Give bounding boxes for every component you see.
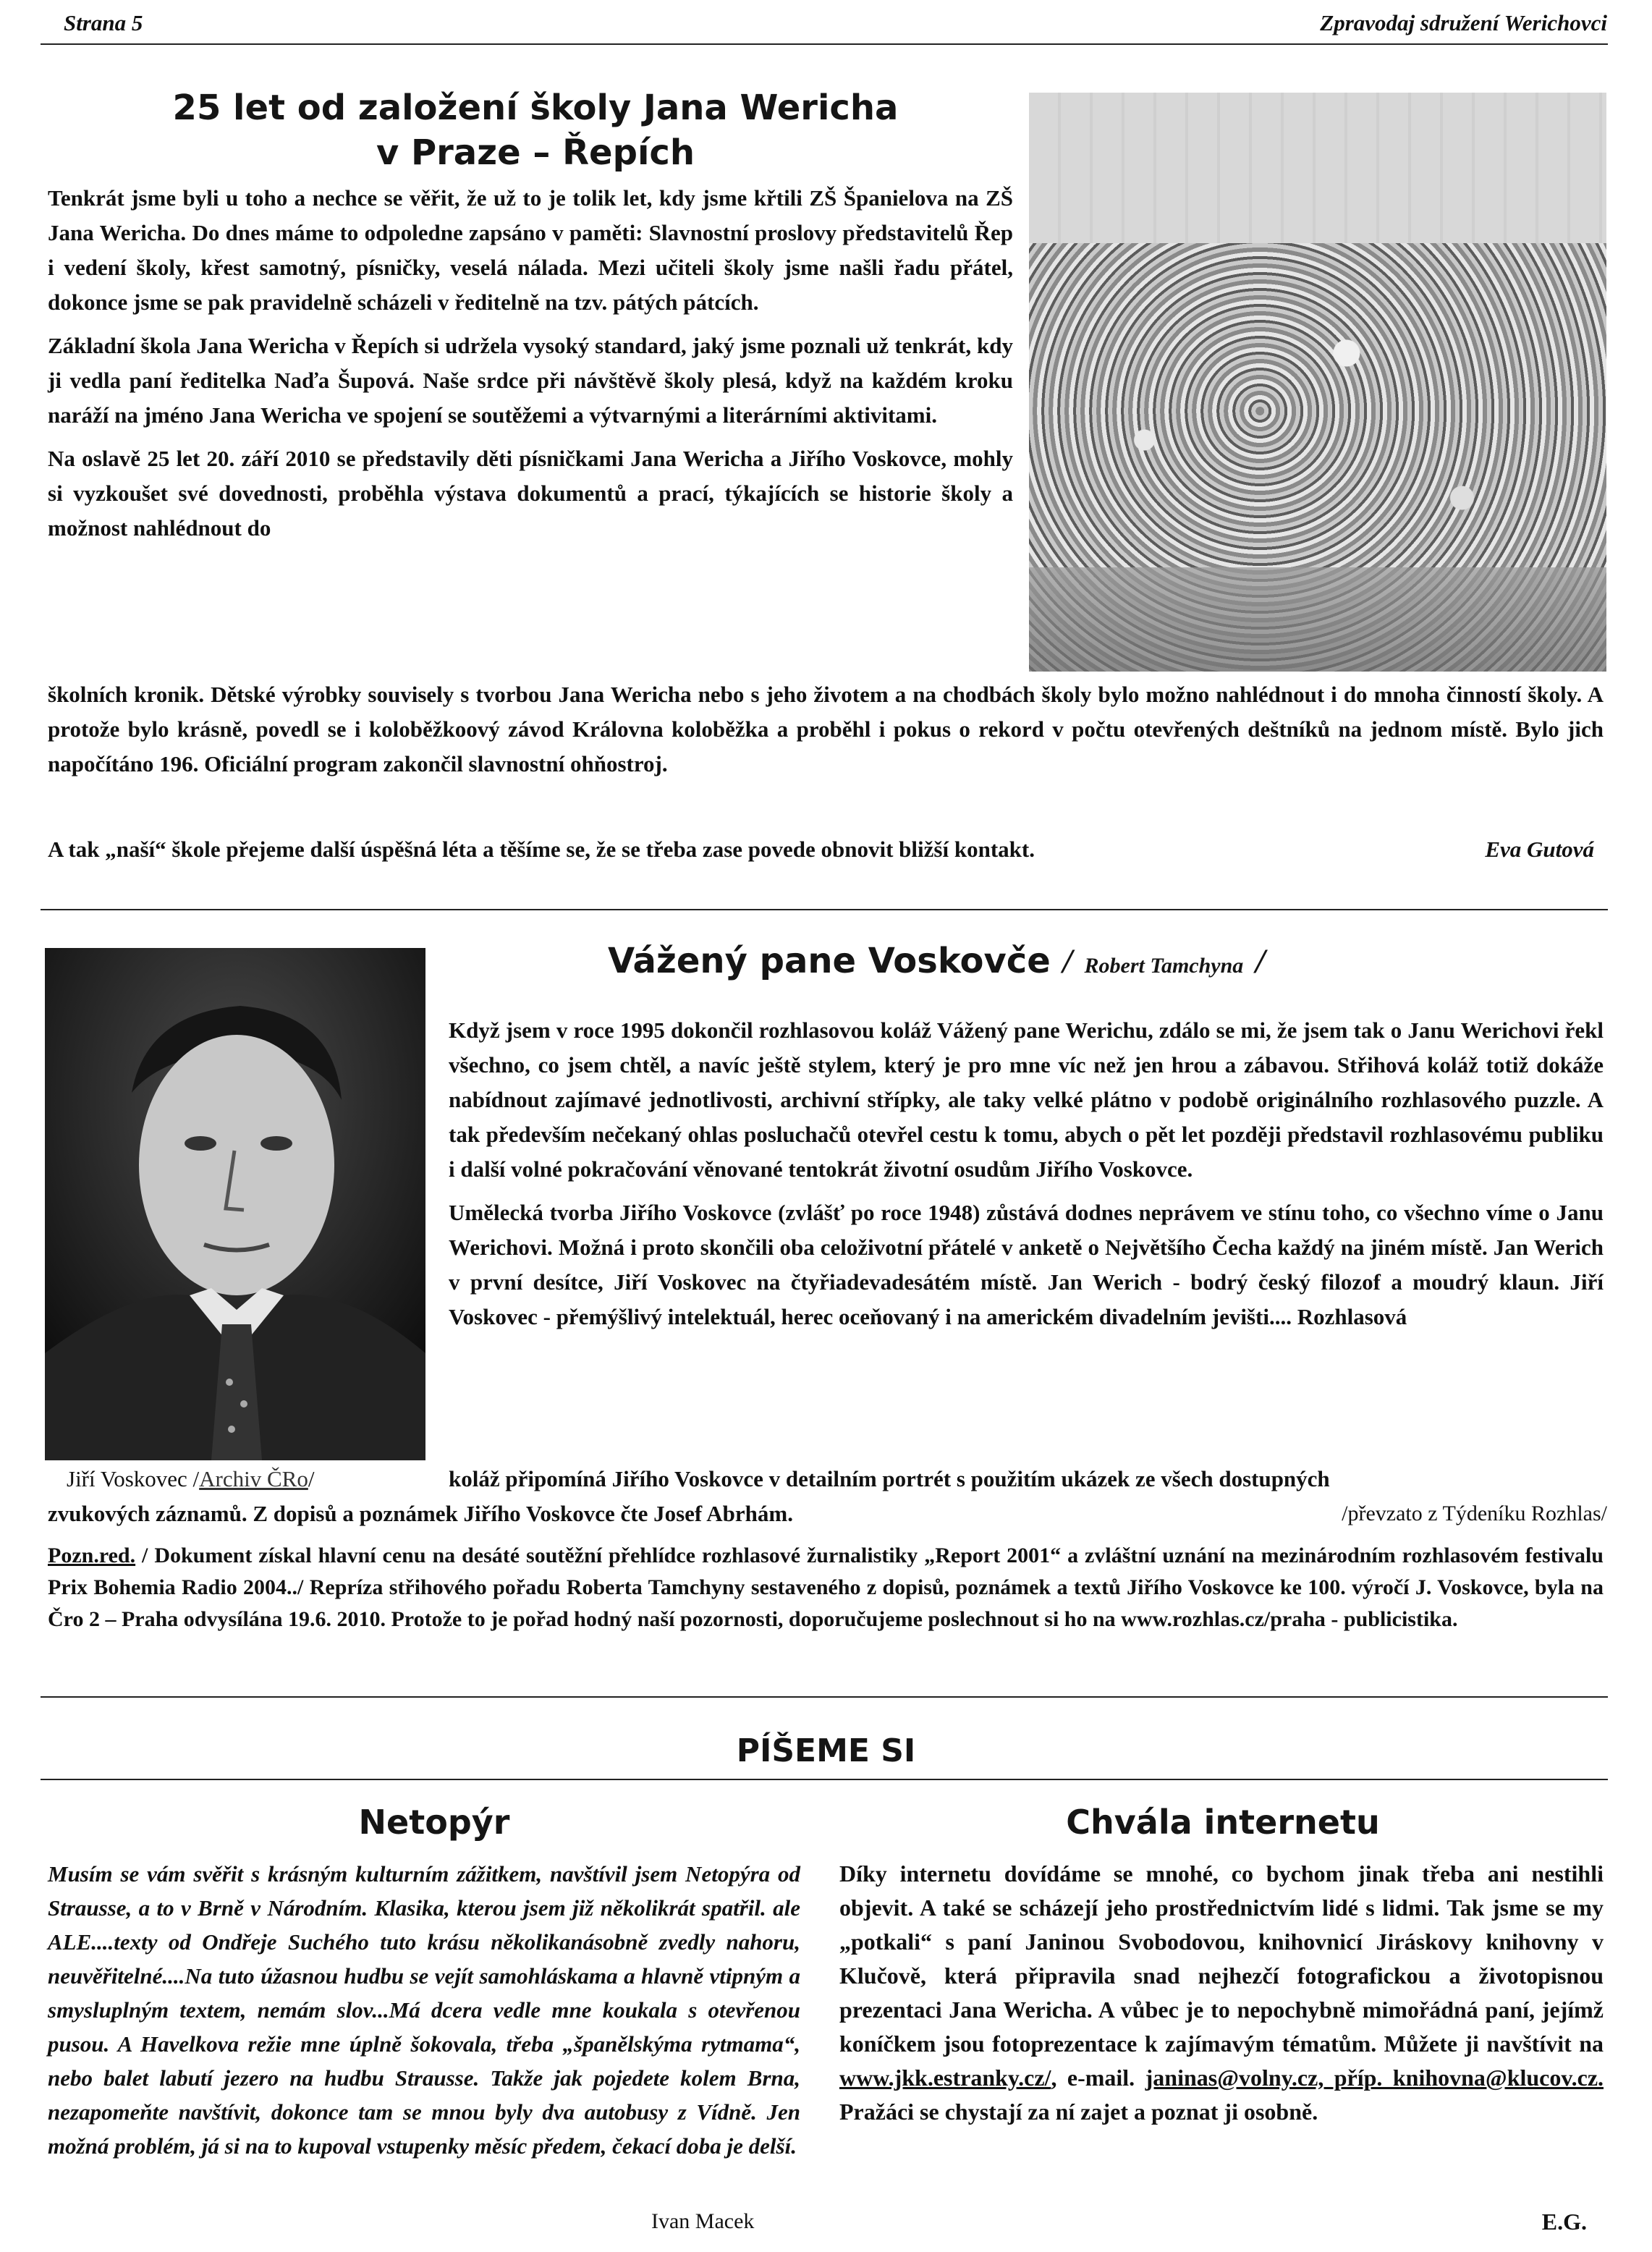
page-number: Strana 5	[64, 10, 143, 35]
publication-name: Zpravodaj sdružení Werichovci	[1320, 10, 1607, 35]
article1-title-line2: v Praze – Řepích	[376, 132, 695, 173]
article2-paragraph-1: Když jsem v roce 1995 dokončil rozhlasovou koláž Vážený pane Werichu, zdálo se mi, že jsem tak o Janu Werichovi řekl všechno, co jsem chtěl, a navíc ještě stylem, který je pro mne víc než jen hrou a zábavou. Střihová koláž totiž dokáže nabídnout zajímavé jednotlivosti, archivní střípky, ale taky velké plátno v podobě originálního rozhlasového puzzle. A tak především nečekaný ohlas posluchačů otevřel cestu k tomu, abych o pět let později představil rozhlasovému publiku i další volné pokračování věnované tentokrát životní osudům Jiřího Voskovce.	[449, 1017, 1604, 1182]
email-link[interactable]: janinas@volny.cz, příp. knihovna@klucov.cz.	[1145, 2065, 1604, 2091]
portrait-illustration	[45, 948, 425, 1460]
article1-author: Eva Gutová	[1485, 837, 1594, 862]
photo-caption-end: /	[308, 1466, 315, 1491]
article2-title-line	[608, 938, 1265, 989]
article2-byline: Robert Tamchyna	[1084, 954, 1244, 978]
netopyr-text: Musím se vám svěřit s krásným kulturním zážitkem, navštívil jsem Netopýra od Strausse, a to v Brně v Národním. Klasika, kterou jsem již několikrát spatřil. ale ALE....texty od Ondřeje Suchého tuto krásu několikanásobně zvedly nahoru, neuvěřitelné....Na tuto úžasnou hudbu se vejít samohláskama a hlavně vtipným a smysluplným textem, nemám slov...Má dcera vedle mne koukala s otevřenou pusou. A Havelkova režie mne úplně šokovala, třeba „španělskýma rytmama“, nebo balet labutí jezero na hudbu Strausse. Takže jak pojedete kolem Brna, nezapomeňte navštívit, dokonce tam se mnou byly dva autobusy z Vídně. Jen možná problém, já si na to kupoval vstupenky měsíc předem, čekací doba je delší.	[48, 1861, 800, 2159]
photo-caption	[67, 1462, 314, 1497]
title-slash-open: /	[1062, 942, 1072, 981]
article1-paragraph-1: Tenkrát jsme byli u toho a nechce se věřit, že už to je tolik let, kdy jsme křtili ZŠ Španielova na ZŠ Jana Wericha. Do dnes máme to odpoledne zapsáno v paměti: Slavnostní proslovy představitelů Řep i vedení školy, křest samotný, písničky, veselá nálada. Mezi učiteli školy jsme našli řadu přátel, dokonce jsme se pak pravidelně scházeli v ředitelně na tzv. pátých pátcích.	[48, 185, 1013, 315]
article1-paragraph-2: Základní škola Jana Wericha v Řepích si udržela vysoký standard, jaký jsme poznali už tenkrát, kdy ji vedla paní ředitelka Naďa Šupová. Naše srdce při návštěvě školy plesá, když na každém kroku naráží na jméno Jana Wericha ve spojení se soutěžemi a výtvarnými a literárními aktivitami.	[48, 333, 1013, 428]
section-divider-2	[41, 1696, 1608, 1698]
section-title: PÍŠEME SI	[736, 1732, 916, 1769]
article1-body-bottom	[48, 677, 1604, 790]
chvala-text-a: Díky internetu dovídáme se mnohé, co bychom jinak třeba ani nestihli objevit. A také se scházejí jeho prostřednictvím lidé s lidmi. Tak jsme se my „potkali“ s paní Janinou Svobodovou, knihovnicí Jiráskovy knihovny v Klučově, která připravila snad nejhezčí fotografickou a životopisnou prezentaci Jana Wericha. A vůbec je to nepochybně mimořádná paní, jejímž koníčkem jsou fotoprezentace k zajímavým tématům. Můžete ji navštívit na	[839, 1861, 1604, 2057]
article2-body	[449, 1013, 1604, 1334]
article2-paragraph-2: Umělecká tvorba Jiřího Voskovce (zvlášť po roce 1948) zůstává dodnes neprávem ve stínu toho, co všechno víme o Janu Werichovi. Možná i proto skončili oba celoživotní přátelé v anketě o Největšího Čecha každý na jiném místě. Jan Werich v první desítce, Jiří Voskovec na čtyřiadevadesátém místě. Jan Werich - bodrý český filozof a moudrý klaun. Jiří Voskovec - přemýšlivý intelektuál, herec oceňovaný i na americkém divadelním jevišti.... Rozhlasová	[449, 1200, 1604, 1329]
article2-continuation: koláž připomíná Jiřího Voskovce v detailním portrét s použitím ukázek ze všech dostupných	[449, 1466, 1330, 1491]
article2-last-line: zvukových záznamů. Z dopisů a poznámek Jiřího Voskovce čte Josef Abrhám.	[48, 1501, 793, 1526]
chvala-text-b: , e-mail.	[1051, 2065, 1135, 2091]
chvala-text-c: Pražáci se chystají za ní zajet a poznat ji osobně.	[839, 2099, 1318, 2125]
article1-paragraph-3a: Na oslavě 25 let 20. září 2010 se představily děti písničkami Jana Wericha a Jiřího Voskovce, mohly si vyzkoušet své dovednosti, proběhla výstava dokumentů a prací, týkajících se historie školy a možnost nahlédnout do	[48, 446, 1013, 541]
chvala-title: Chvála internetu	[1066, 1803, 1380, 1842]
article1-paragraph-3b: školních kronik. Dětské výrobky souvisely s tvorbou Jana Wericha nebo s jeho životem a na chodbách školy bylo možno nahlédnout i do mnoha činností školy. A protože bylo krásně, povedl se i koloběžkoový závod Královna koloběžka a proběhl i pokus o rekord v počtu otevřených deštníků na jednom místě. Bylo jich napočítáno 196. Oficiální program zakončil slavnostní ohňostroj.	[48, 682, 1604, 776]
editorial-note	[48, 1540, 1604, 1635]
article1-paragraph-4: A tak „naší“ škole přejeme další úspěšná léta a těšíme se, že se třeba zase povede obnovit bližší kontakt.	[48, 837, 1035, 862]
title-slash-close: /	[1255, 942, 1266, 981]
photo-caption-name: Jiří Voskovec /	[67, 1466, 200, 1491]
archive-credit-link[interactable]: Archiv ČRo	[199, 1466, 308, 1491]
chvala-text	[839, 1857, 1604, 2129]
chvala-author: E.G.	[1541, 2209, 1587, 2235]
editorial-note-label: Pozn.red.	[48, 1544, 136, 1567]
article1-closing-line	[48, 832, 1604, 867]
voskovec-portrait-photo	[45, 948, 425, 1460]
umbrella-crowd-photo	[1029, 93, 1606, 672]
article1-title-line1: 25 let od založení školy Jana Wericha	[172, 88, 899, 128]
section-divider-1	[41, 909, 1608, 910]
article2-source: /převzato z Týdeníku Rozhlas/	[1342, 1502, 1607, 1525]
article2-title: Vážený pane Voskovče	[608, 941, 1051, 981]
jkk-website-link[interactable]: www.jkk.estranky.cz/	[839, 2065, 1051, 2091]
section-title-rule	[41, 1779, 1608, 1780]
article1-body-top	[48, 181, 1013, 546]
netopyr-author: Ivan Macek	[651, 2209, 755, 2233]
netopyr-title: Netopýr	[358, 1803, 510, 1842]
editorial-note-text: / Dokument získal hlavní cenu na desáté soutěžní přehlídce rozhlasové žurnalistiky „Report 2001“ a zvláštní uznání na mezinárodním rozhlasovém festivalu Prix Bohemia Radio 2004../ Repríza střihového pořadu Roberta Tamchyny sestaveného z dopisů, poznámek a textů Jiřího Voskovce ke 100. výročí J. Voskovce, byla na Čro 2 – Praha odvysílána 19.6. 2010. Protože to je pořad hodný naší pozornosti, doporučujeme poslechnout si ho na www.rozhlas.cz/praha - publicistika.	[48, 1544, 1604, 1631]
article1-title	[43, 85, 1028, 175]
header-rule	[41, 43, 1608, 45]
